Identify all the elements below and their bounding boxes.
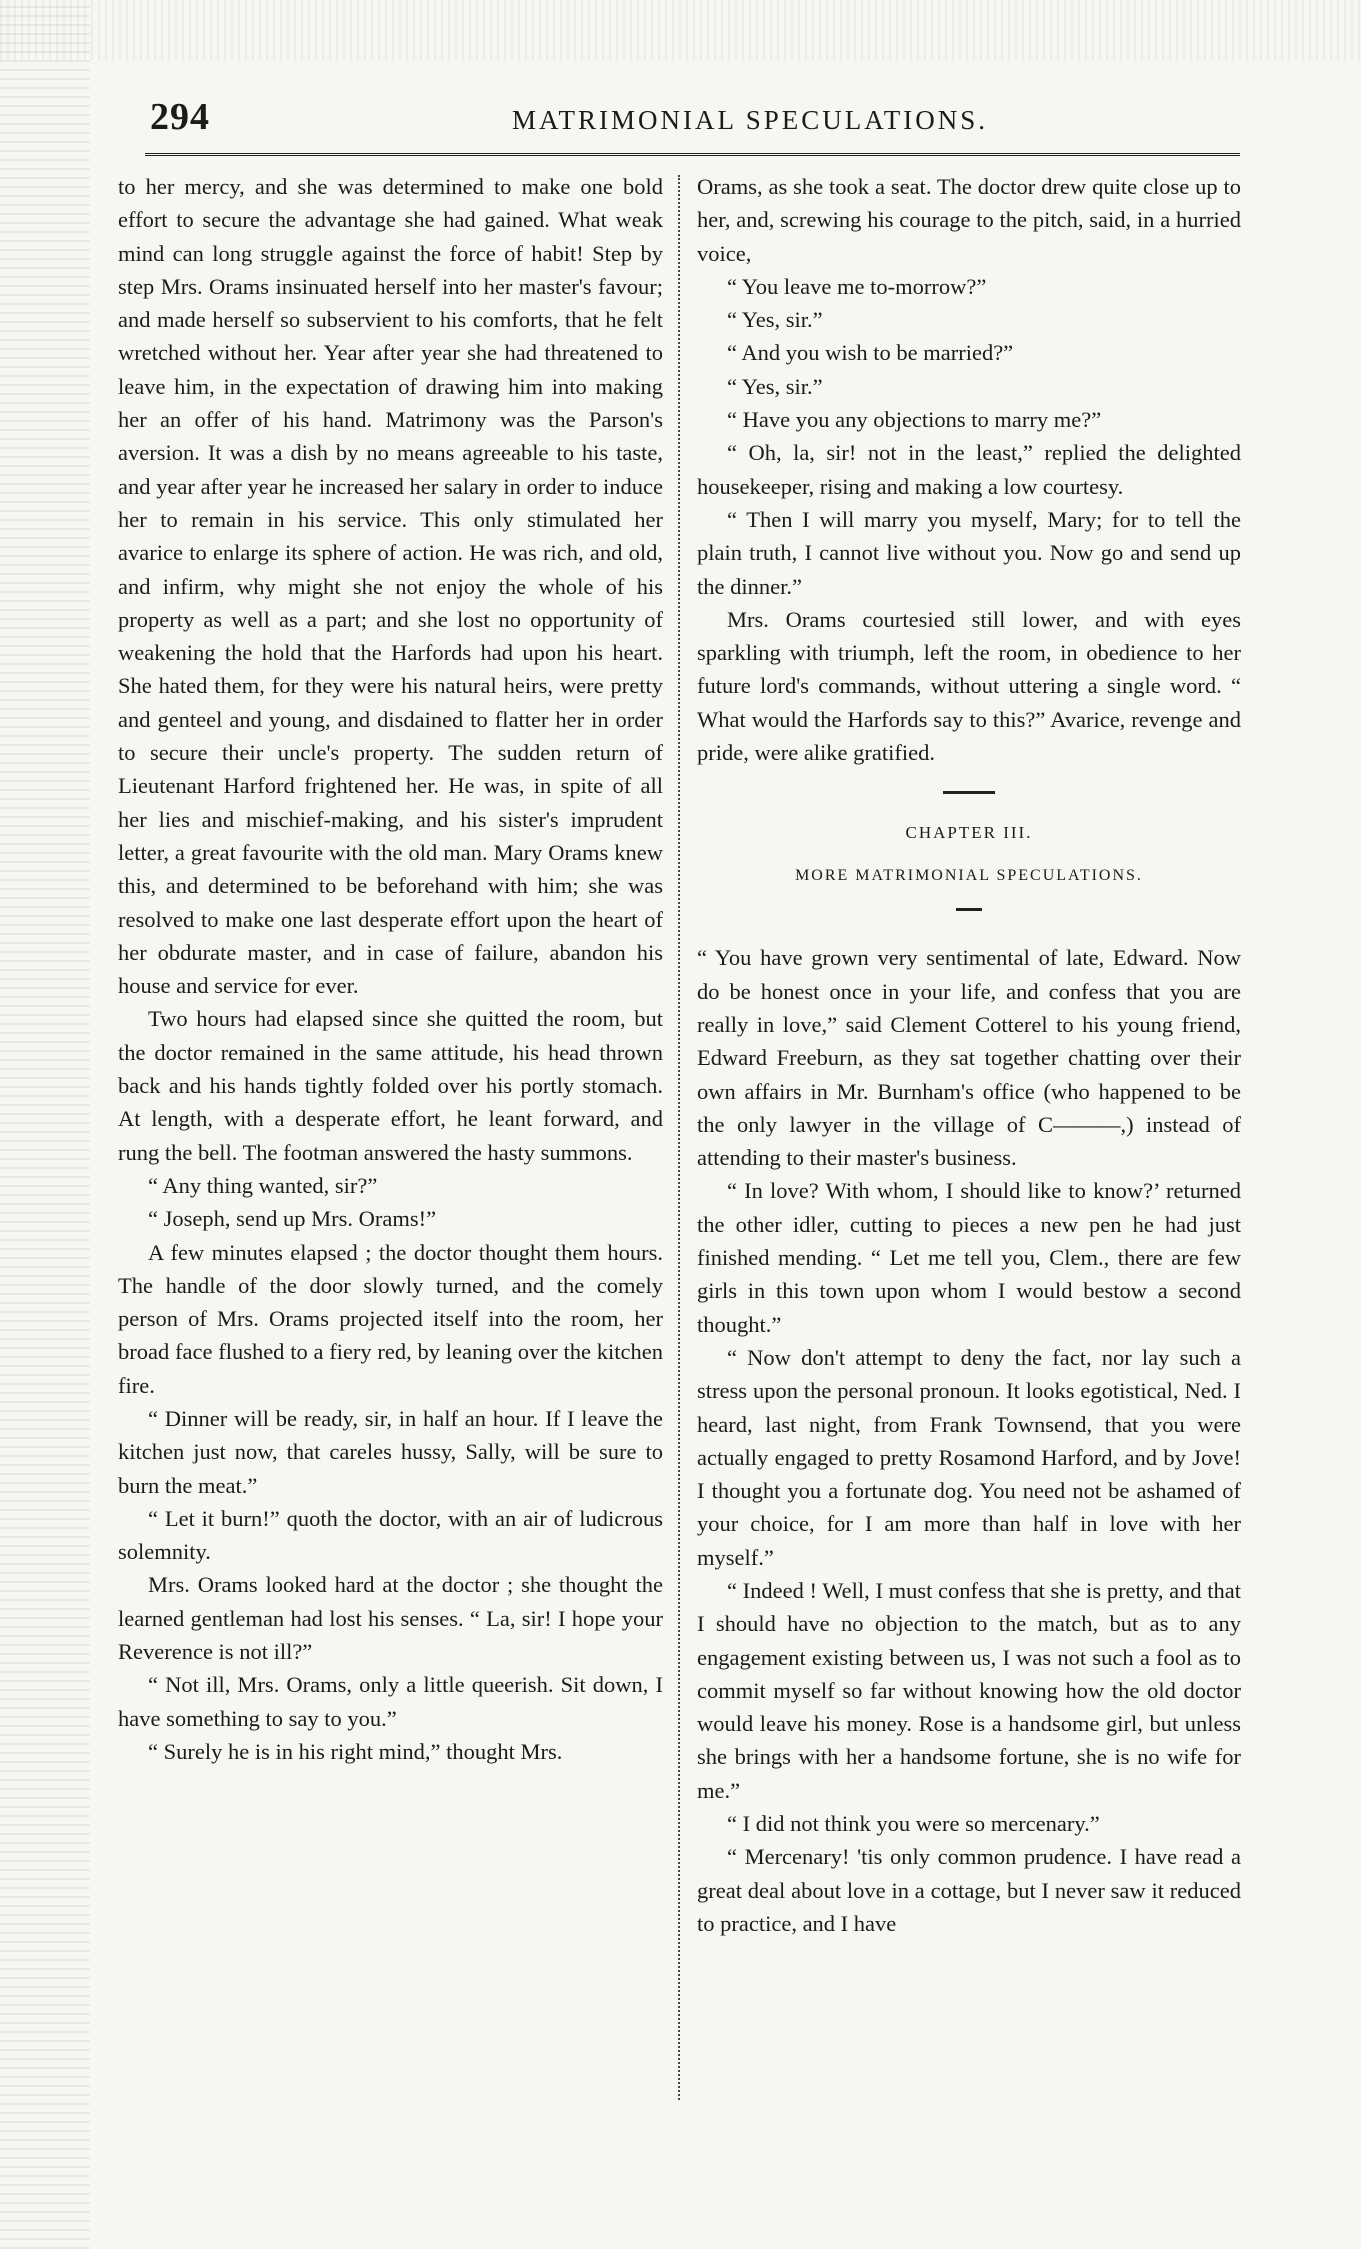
scan-margin-noise xyxy=(0,0,90,2249)
chapter-number: CHAPTER III. xyxy=(905,823,1033,843)
paragraph: Two hours had elapsed since she quitted the room, but the doctor remained in the same attitude, his head thrown back and his hands tightly folded over his portly stomach. At length, with a desperate effort, he leant forward, and rung the bell. The footman answered the hasty summons. xyxy=(118,1006,663,1165)
paragraph: “ Joseph, send up Mrs. Orams!” xyxy=(148,1206,437,1232)
left-column xyxy=(118,170,663,1768)
paragraph: “ I did not think you were so mercenary.” xyxy=(727,1811,1100,1837)
column-divider xyxy=(678,175,680,2100)
paragraph: Mrs. Orams courtesied still lower, and with eyes sparkling with triumph, left the room, in obedience to her future lord's commands, without uttering a single word. “ What would the Harfords say to this?” Avarice, revenge and pride, were alike gratified. xyxy=(697,606,1241,766)
chapter-rule-small xyxy=(956,908,982,911)
chapter-rule xyxy=(943,791,995,794)
paragraph: “ Mercenary! 'tis only common prudence. I have read a great deal about love in a cottage, but I never saw it reduced to practice, and I have xyxy=(697,1844,1241,1936)
paragraph: “ And you wish to be married?” xyxy=(727,340,1014,366)
paragraph: Orams, as she took a seat. The doctor drew quite close up to her, and, screwing his courage to the pitch, said, in a hurried voice, xyxy=(697,174,1241,266)
paragraph: “ Dinner will be ready, sir, in half an hour. If I leave the kitchen just now, that careles hussy, Sally, will be sure to burn the meat.” xyxy=(118,1405,663,1498)
paragraph: “ Any thing wanted, sir?” xyxy=(148,1172,378,1198)
paragraph: Mrs. Orams looked hard at the doctor ; she thought the learned gentleman had lost his senses. “ La, sir! I hope your Reverence is not ill?” xyxy=(118,1572,663,1665)
scan-top-noise xyxy=(0,0,1361,60)
paragraph: “ Yes, sir.” xyxy=(727,307,823,333)
chapter-heading xyxy=(697,791,1241,911)
right-column xyxy=(697,170,1241,1940)
paragraph: to her mercy, and she was determined to make one bold effort to secure the advantage she had gained. What weak mind can long struggle against the force of habit! Step by step Mrs. Orams insinuated herself into her master's favour; and made herself so subservient to his comforts, that he felt wretched without her. Year after year she had threatened to leave him, in the expectation of drawing him into making her an offer of his hand. Matrimony was the Parson's aversion. It was a dish by no means agreeable to his taste, and year after year he increased her salary in order to induce her to remain in his service. This only stimulated her avarice to enlarge its sphere of action. He was rich, and old, and infirm, why might she not enjoy the whole of his property as well as a part; and she lost no opportunity of weakening the hold that the Harfords had upon his heart. She hated them, for they were his natural heirs, were pretty and genteel and young, and disdained to flatter her in order to secure their uncle's property. The sudden return of Lieutenant Harford frightened her. He was, in spite of all her lies and mischief-making, and his sister's imprudent letter, a great favourite with the old man. Mary Orams knew this, and determined to be beforehand with him; she was resolved to make one last desperate effort upon the heart of her obdurate master, and in case of failure, abandon his house and service for ever. xyxy=(118,174,663,999)
paragraph: “ Now don't attempt to deny the fact, nor lay such a stress upon the personal pronoun. It looks egotistical, Ned. I heard, last night, from Frank Townsend, that you were actually engaged to pretty Rosamond Harford, and by Jove! I thought you a fortunate dog. You need not be ashamed of your choice, for I am more than half in love with her myself.” xyxy=(697,1344,1241,1570)
header-rule xyxy=(145,153,1240,156)
paragraph: “ Not ill, Mrs. Orams, only a little queerish. Sit down, I have something to say to you.” xyxy=(118,1672,663,1731)
paragraph: “ Oh, la, sir! not in the least,” replied the delighted housekeeper, rising and making a low courtesy. xyxy=(697,440,1241,499)
page-number: 294 xyxy=(150,96,210,138)
paragraph: “ Let it burn!” quoth the doctor, with an air of ludicrous solemnity. xyxy=(118,1505,663,1565)
paragraph: “ Yes, sir.” xyxy=(727,373,823,399)
paragraph: “ Then I will marry you myself, Mary; for to tell the plain truth, I cannot live without you. Now go and send up the dinner.” xyxy=(697,506,1241,599)
paragraph: “ In love? With whom, I should like to know?’ returned the other idler, cutting to pieces a new pen he had just finished mending. “ Let me tell you, Clem., there are few girls in this town upon whom I would bestow a second thought.” xyxy=(697,1178,1241,1337)
chapter-title: MORE MATRIMONIAL SPECULATIONS. xyxy=(795,867,1143,885)
paragraph: “ Indeed ! Well, I must confess that she is pretty, and that I should have no objection to the match, but as to any engagement existing between us, I was not such a fool as to commit myself so far without knowing how the old doctor would leave his money. Rose is a handsome girl, but unless she brings with her a handsome fortune, she is no wife for me.” xyxy=(697,1577,1241,1803)
paragraph: “ Surely he is in his right mind,” thought Mrs. xyxy=(148,1738,563,1764)
running-title: MATRIMONIAL SPECULATIONS. xyxy=(511,105,989,135)
paragraph: “ You leave me to-morrow?” xyxy=(727,273,987,299)
paragraph: “ You have grown very sentimental of late, Edward. Now do be honest once in your life, and confess that you are really in love,” said Clement Cotterel to his young friend, Edward Freeburn, as they sat together chatting over their own affairs in Mr. Burnham's office (who happened to be the only lawyer in the village of C———,) instead of attending to their master's business. xyxy=(697,945,1241,1171)
paragraph: “ Have you any objections to marry me?” xyxy=(727,407,1102,433)
page-header xyxy=(150,95,1240,155)
paragraph: A few minutes elapsed ; the doctor thought them hours. The handle of the door slowly turned, and the comely person of Mrs. Orams projected itself into the room, her broad face flushed to a fiery red, by leaning over the kitchen fire. xyxy=(118,1239,663,1398)
